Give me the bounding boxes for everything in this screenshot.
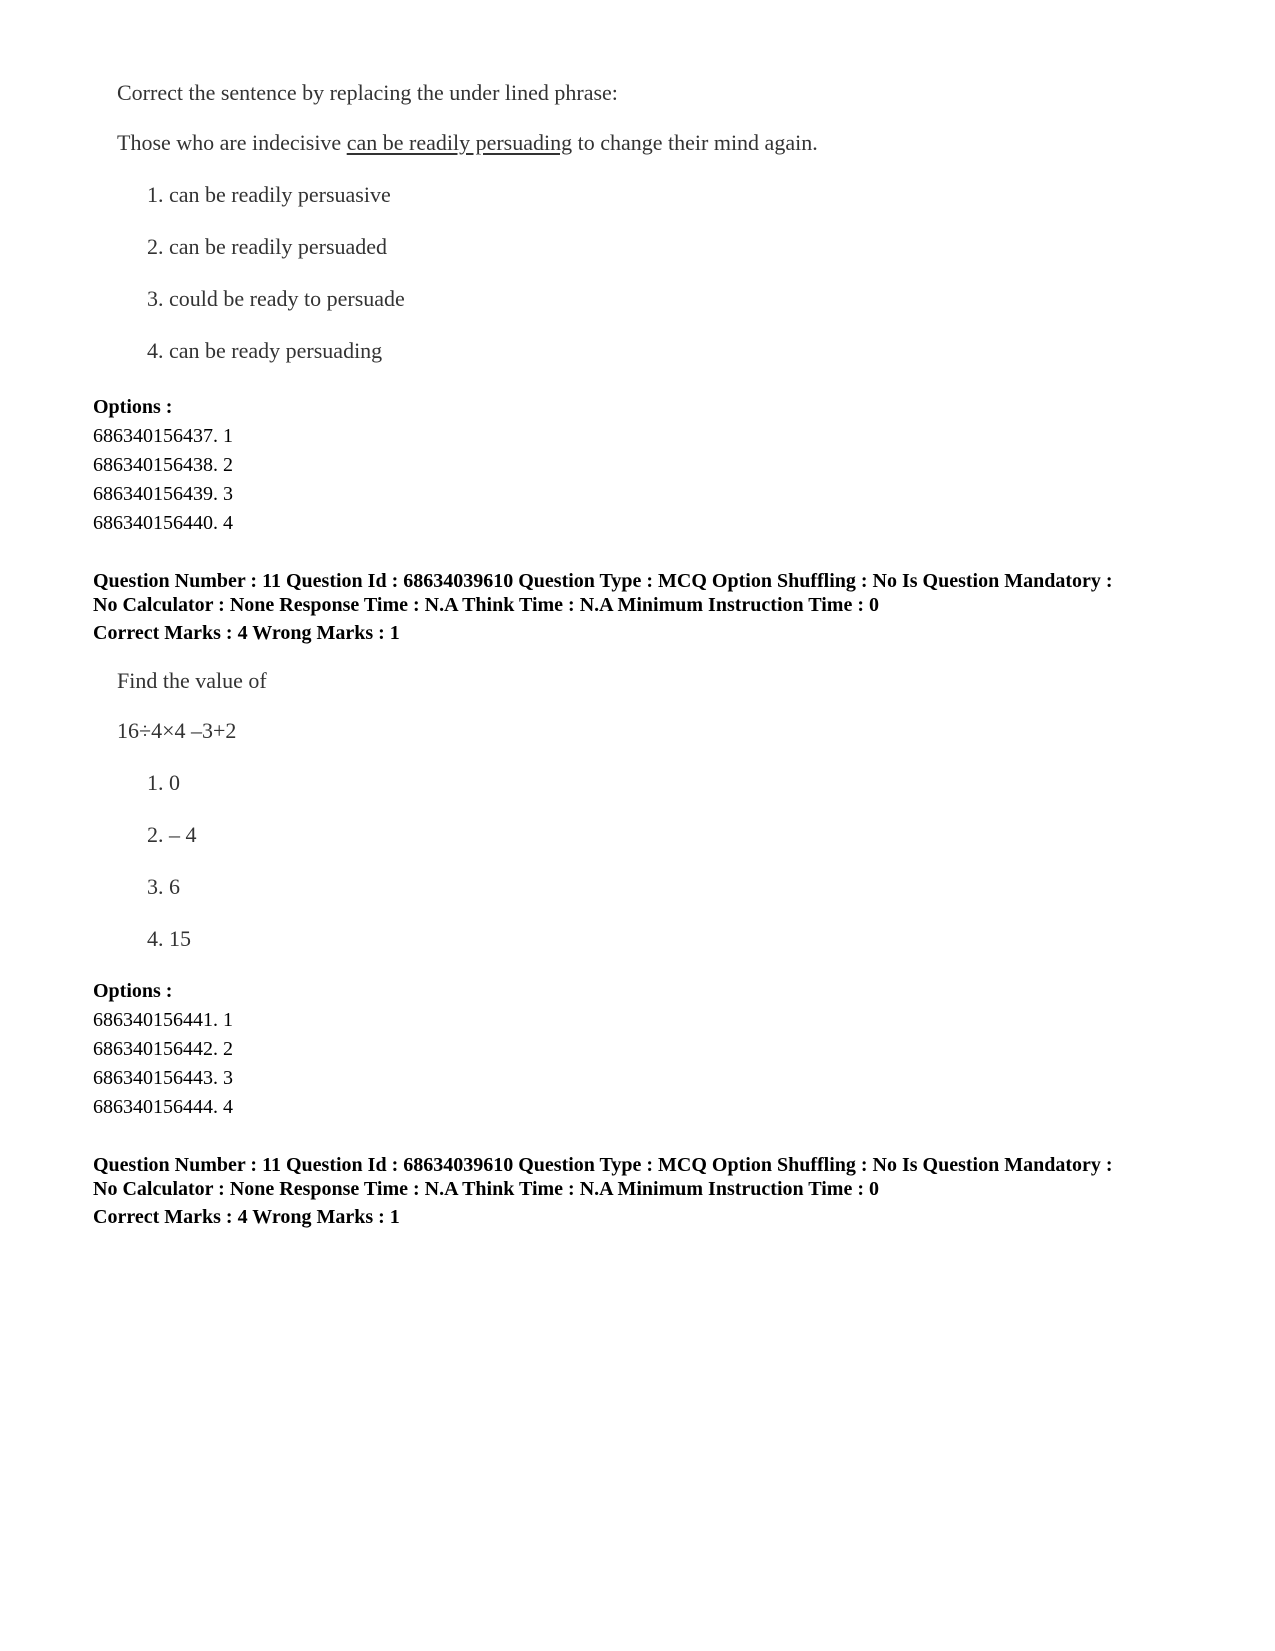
question-header-line-1: Question Number : 11 Question Id : 68634039610 Question Type : MCQ Option Shuffling : No Is Question Mandatory : <box>93 570 1113 592</box>
option-item: 686340156441. 1 <box>93 1009 233 1031</box>
sentence-underlined-phrase: can be readily persuading <box>346 130 573 155</box>
option-item: 686340156442. 2 <box>93 1038 233 1060</box>
question-2-choice: 3. 6 <box>147 874 180 899</box>
options-list <box>93 1006 233 1122</box>
options-label: Options : <box>93 396 173 418</box>
sentence-after: to change their mind again. <box>572 130 818 155</box>
question-1-choice: 3. could be ready to persuade <box>147 286 405 311</box>
question-header-line-2: No Calculator : None Response Time : N.A Think Time : N.A Minimum Instruction Time : 0 <box>93 1178 879 1200</box>
option-item: 686340156438. 2 <box>93 454 233 476</box>
question-1-instruction: Correct the sentence by replacing the under lined phrase: <box>117 80 618 105</box>
question-2-choice: 4. 15 <box>147 926 191 951</box>
option-item: 686340156440. 4 <box>93 512 233 534</box>
question-1-choice: 2. can be readily persuaded <box>147 234 388 259</box>
question-2-expression: 16÷4×4 –3+2 <box>117 718 237 743</box>
question-marks-line: Correct Marks : 4 Wrong Marks : 1 <box>93 1206 400 1228</box>
question-2-choice: 1. 0 <box>147 770 180 795</box>
question-1-choice: 4. can be ready persuading <box>147 338 383 363</box>
question-marks-line: Correct Marks : 4 Wrong Marks : 1 <box>93 622 400 644</box>
question-1-choice: 1. can be readily persuasive <box>147 182 391 207</box>
option-item: 686340156437. 1 <box>93 425 233 447</box>
question-2-prompt: Find the value of <box>117 668 267 693</box>
question-header-line-2: No Calculator : None Response Time : N.A Think Time : N.A Minimum Instruction Time : 0 <box>93 594 879 616</box>
option-item: 686340156443. 3 <box>93 1067 233 1089</box>
question-2-choice: 2. – 4 <box>147 822 197 847</box>
option-item: 686340156444. 4 <box>93 1096 233 1118</box>
question-1-sentence <box>117 130 818 156</box>
option-item: 686340156439. 3 <box>93 483 233 505</box>
options-list <box>93 422 233 538</box>
sentence-before: Those who are indecisive <box>117 130 347 155</box>
options-label: Options : <box>93 980 173 1002</box>
question-header-line-1: Question Number : 11 Question Id : 68634039610 Question Type : MCQ Option Shuffling : No Is Question Mandatory : <box>93 1154 1113 1176</box>
